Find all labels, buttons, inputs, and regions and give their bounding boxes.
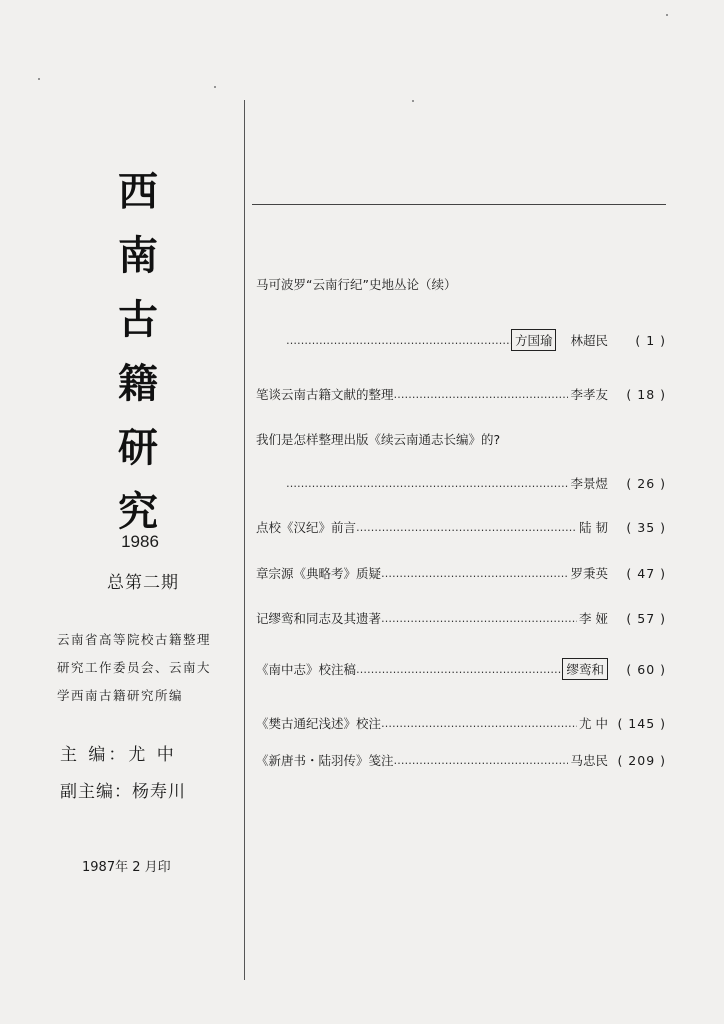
journal-issue: 总第二期	[107, 573, 179, 593]
toc-leader	[286, 477, 568, 490]
journal-title	[108, 169, 168, 556]
toc-title: 马可波罗“云南行纪”史地丛论（续）	[256, 277, 457, 292]
toc-title: 章宗源《典略考》质疑	[256, 566, 382, 581]
speck	[38, 78, 40, 80]
toc-title: 记缪鸾和同志及其遗著	[256, 611, 382, 626]
speck	[666, 14, 668, 16]
editor-org-line: 学西南古籍研究所编	[57, 688, 184, 703]
chief-editor: 主 编：尤 中	[60, 745, 177, 765]
title-char: 究	[118, 489, 158, 535]
toc-page: ( 35 )	[626, 519, 666, 535]
toc-author: 马忠民	[570, 753, 608, 768]
deputy-editor: 副主编：杨寿川	[60, 782, 186, 802]
toc-page: ( 1 )	[635, 332, 666, 348]
toc-coauthor: 林超民	[570, 333, 608, 348]
toc-author: 李孝友	[570, 387, 608, 402]
journal-year: 1986	[121, 532, 159, 551]
speck	[214, 86, 216, 88]
toc-entry[interactable]	[256, 517, 666, 537]
toc-author: 李景煜	[570, 476, 608, 491]
toc-page: ( 47 )	[626, 565, 666, 581]
toc-leader	[286, 334, 511, 347]
speck	[412, 100, 414, 102]
toc-title: 《樊古通纪浅述》校注	[256, 716, 382, 731]
toc-title: 《南中志》校注稿	[256, 662, 357, 677]
print-date: 1987年 2 月印	[82, 860, 171, 875]
toc-title: 我们是怎样整理出版《续云南通志长编》的?	[256, 432, 501, 447]
toc-leader	[381, 717, 577, 730]
toc-entry[interactable]	[256, 750, 666, 770]
toc-leader	[394, 388, 569, 401]
toc-author: 方国瑜	[511, 329, 557, 351]
editor-org-line: 研究工作委员会、云南大	[57, 660, 212, 675]
toc-title: 笔谈云南古籍文献的整理	[256, 387, 394, 402]
toc-entry[interactable]	[256, 473, 666, 493]
toc-author: 陆 韧	[579, 520, 608, 535]
header-rule	[252, 204, 666, 205]
column-divider	[244, 100, 245, 980]
title-char: 籍	[118, 361, 158, 407]
toc-entry[interactable]	[256, 330, 666, 350]
toc-leader	[356, 521, 577, 534]
toc-entry[interactable]	[256, 429, 666, 449]
toc-author: 缪鸾和	[562, 658, 608, 680]
toc-leader	[394, 754, 569, 767]
toc-leader	[381, 612, 577, 625]
title-char: 研	[118, 425, 158, 471]
toc-entry[interactable]	[256, 659, 666, 679]
toc-leader	[356, 663, 562, 676]
toc-entry[interactable]	[256, 608, 666, 628]
toc-page: ( 60 )	[626, 661, 666, 677]
toc-page: ( 209 )	[617, 752, 666, 768]
title-char: 古	[118, 297, 158, 343]
toc-entry[interactable]	[256, 274, 666, 294]
toc-page: ( 18 )	[626, 386, 666, 402]
toc-leader	[381, 567, 568, 580]
toc-entry[interactable]	[256, 563, 666, 583]
toc-author: 尤 中	[579, 716, 608, 731]
toc-entry[interactable]	[256, 384, 666, 404]
toc-page: ( 26 )	[626, 475, 666, 491]
toc-page: ( 57 )	[626, 610, 666, 626]
toc-author: 李 娅	[579, 611, 608, 626]
toc-title: 《新唐书・陆羽传》笺注	[256, 753, 394, 768]
title-char: 南	[118, 233, 158, 279]
toc-author: 罗秉英	[570, 566, 608, 581]
editor-organization	[57, 626, 242, 710]
title-char: 西	[118, 169, 158, 215]
editor-org-line: 云南省高等院校古籍整理	[57, 632, 212, 647]
toc-entry[interactable]	[256, 713, 666, 733]
toc-title: 点校《汉纪》前言	[256, 520, 357, 535]
toc-page: ( 145 )	[617, 715, 666, 731]
